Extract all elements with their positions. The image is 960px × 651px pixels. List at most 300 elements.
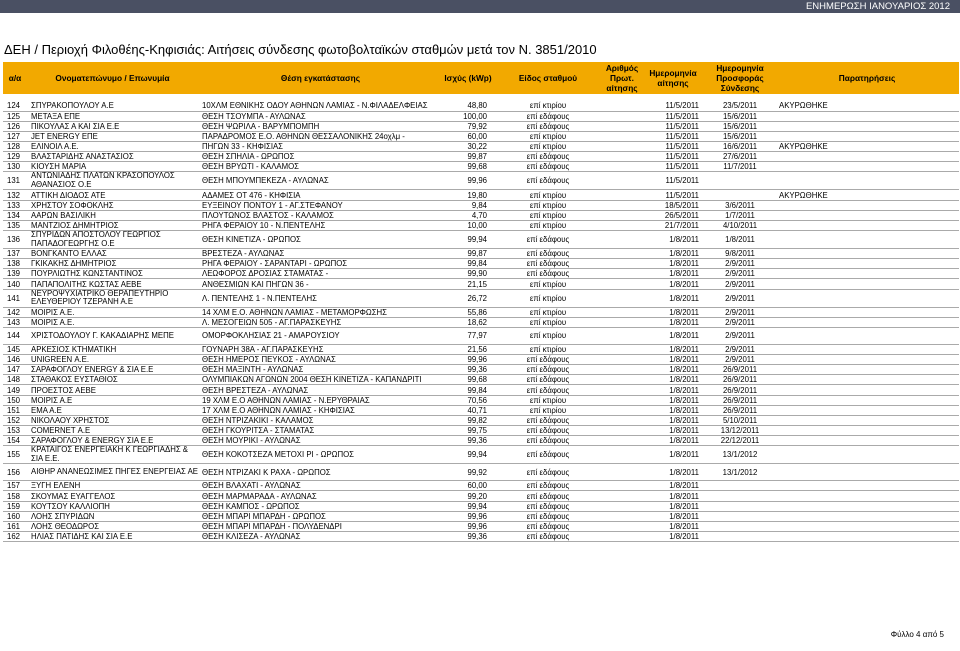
offer-date: 26/9/2011 <box>705 395 775 405</box>
station-type: επί κτιρίου <box>493 395 603 405</box>
table-row <box>3 269 959 279</box>
application-date: 1/8/2011 <box>641 481 705 491</box>
table-row <box>3 152 959 162</box>
application-date: 11/5/2011 <box>641 162 705 172</box>
column-header: α/α <box>3 62 27 94</box>
installation-site: ΘΕΣΗ ΜΑΡΜΑΡΑΔΑ - ΑΥΛΩΝΑΣ <box>198 491 443 501</box>
installation-site: 17 ΧΛΜ Ε.Ο ΑΘΗΝΩΝ ΛΑΜΙΑΣ - ΚΗΦΙΣΙΑΣ <box>198 405 443 415</box>
installation-site: ΟΛΥΜΠΙΑΚΩΝ ΑΓΩΝΩΝ 2004 ΘΕΣΗ ΚΙΝΕΤΙΖΑ - ΚΑΠΑΝΔΡΙΤΙ <box>198 375 443 385</box>
page-number: Φύλλο 4 από 5 <box>890 630 944 639</box>
capacity-kwp: 10,00 <box>443 220 493 230</box>
row-number: 148 <box>3 375 27 385</box>
offer-date: 2/9/2011 <box>705 279 775 289</box>
station-type: επί εδάφους <box>493 464 603 481</box>
applicant-name: ΑΝΤΩΝΙΑΔΗΣ ΠΛΑΤΩΝ ΚΡΑΣΟΠΟΥΛΟΣ ΑΘΑΝΑΣΙΟΣ Ο.Ε <box>27 172 198 190</box>
row-number: 151 <box>3 405 27 415</box>
protocol-number <box>603 172 641 190</box>
capacity-kwp: 99,96 <box>443 521 493 531</box>
applicant-name: ΣΑΡΑΦΟΓΛΟΥ & ENERGY ΣΙΑ Ε.Ε <box>27 436 198 446</box>
installation-site: ΠΛΟΥΤΩΝΟΣ ΒΛΑΣΤΟΣ - ΚΑΛΑΜΟΣ <box>198 210 443 220</box>
remarks <box>775 385 959 395</box>
remarks <box>775 436 959 446</box>
application-date: 1/8/2011 <box>641 259 705 269</box>
applicant-name: ΣΤΑΘΑΚΟΣ ΕΥΣΤΑΘΙΟΣ <box>27 375 198 385</box>
table-row <box>3 317 959 327</box>
offer-date: 2/9/2011 <box>705 355 775 365</box>
row-number: 131 <box>3 172 27 190</box>
row-number: 138 <box>3 259 27 269</box>
protocol-number <box>603 501 641 511</box>
capacity-kwp: 79,92 <box>443 121 493 131</box>
column-header: Ονοματεπώνυμο / Επωνυμία <box>27 62 198 94</box>
application-date: 1/8/2011 <box>641 501 705 511</box>
installation-site: ΘΕΣΗ ΝΤΡΙΖΑΚΙΚΙ - ΚΑΛΑΜΟΣ <box>198 415 443 425</box>
application-date: 1/8/2011 <box>641 511 705 521</box>
application-date: 11/5/2011 <box>641 142 705 152</box>
remarks <box>775 210 959 220</box>
applicant-name: ΧΡΗΣΤΟΥ ΣΟΦΟΚΛΗΣ <box>27 200 198 210</box>
row-number: 144 <box>3 327 27 344</box>
offer-date: 13/12/2011 <box>705 426 775 436</box>
offer-date <box>705 491 775 501</box>
installation-site: ΘΕΣΗ ΚΑΜΠΟΣ - ΩΡΩΠΟΣ <box>198 501 443 511</box>
installation-site: ΘΕΣΗ ΚΙΝΕΤΙΖΑ - ΩΡΩΠΟΣ <box>198 231 443 249</box>
protocol-number <box>603 491 641 501</box>
offer-date: 23/5/2011 <box>705 101 775 111</box>
station-type: επί εδάφους <box>493 365 603 375</box>
applicant-name: ΜΟΙΡΙΣ Α.Ε. <box>27 307 198 317</box>
applicant-name: ΒΛΑΣΤΑΡΙΔΗΣ ΑΝΑΣΤΑΣΙΟΣ <box>27 152 198 162</box>
station-type: επί εδάφους <box>493 491 603 501</box>
column-header: Θέση εγκατάστασης <box>198 62 443 94</box>
offer-date: 2/9/2011 <box>705 259 775 269</box>
application-date: 1/8/2011 <box>641 415 705 425</box>
capacity-kwp: 60,00 <box>443 131 493 141</box>
table-row <box>3 365 959 375</box>
applicant-name: ΣΚΟΥΜΑΣ ΕΥΑΓΓΕΛΟΣ <box>27 491 198 501</box>
installation-site: ΒΡΕΣΤΕΖΑ - ΑΥΛΩΝΑΣ <box>198 249 443 259</box>
application-date: 1/8/2011 <box>641 446 705 464</box>
row-number: 137 <box>3 249 27 259</box>
capacity-kwp: 99,68 <box>443 162 493 172</box>
row-number: 127 <box>3 131 27 141</box>
table-row <box>3 426 959 436</box>
installation-site: ΘΕΣΗ ΜΟΥΡΙΚΙ - ΑΥΛΩΝΑΣ <box>198 436 443 446</box>
station-type: επί εδάφους <box>493 436 603 446</box>
station-type: επί κτιρίου <box>493 344 603 354</box>
protocol-number <box>603 405 641 415</box>
protocol-number <box>603 142 641 152</box>
remarks <box>775 355 959 365</box>
remarks <box>775 317 959 327</box>
installation-site: ΘΕΣΗ ΝΤΡΙΖΑΚΙ Κ ΡΑΧΑ - ΩΡΩΠΟΣ <box>198 464 443 481</box>
offer-date: 2/9/2011 <box>705 289 775 307</box>
remarks <box>775 395 959 405</box>
station-type: επί εδάφους <box>493 231 603 249</box>
capacity-kwp: 26,72 <box>443 289 493 307</box>
application-date: 1/8/2011 <box>641 375 705 385</box>
applicant-name: JET ENERGY ΕΠΕ <box>27 131 198 141</box>
column-header: Παρατηρήσεις <box>775 62 959 94</box>
station-type: επί κτιρίου <box>493 200 603 210</box>
remarks <box>775 375 959 385</box>
station-type: επί εδάφους <box>493 269 603 279</box>
page-title: ΔΕΗ / Περιοχή Φιλοθέης-Κηφισιάς: Αιτήσεις σύνδεσης φωτοβολταϊκών σταθμών μετά τον Ν. 3851/2010 <box>4 42 597 57</box>
offer-date: 15/6/2011 <box>705 131 775 141</box>
capacity-kwp: 99,87 <box>443 249 493 259</box>
capacity-kwp: 99,87 <box>443 152 493 162</box>
remarks <box>775 121 959 131</box>
application-date: 1/8/2011 <box>641 426 705 436</box>
protocol-number <box>603 481 641 491</box>
row-number: 150 <box>3 395 27 405</box>
table-row <box>3 101 959 111</box>
station-type: επί κτιρίου <box>493 131 603 141</box>
applicant-name: ΞΥΓΗ ΕΛΕΝΗ <box>27 481 198 491</box>
application-date: 1/8/2011 <box>641 405 705 415</box>
installation-site: ΟΜΟΡΦΟΚΛΗΣΙΑΣ 21 - ΑΜΑΡΟΥΣΙΟΥ <box>198 327 443 344</box>
table-row <box>3 259 959 269</box>
table-row <box>3 111 959 121</box>
application-date: 21/7/2011 <box>641 220 705 230</box>
row-number: 155 <box>3 446 27 464</box>
installation-site: ΑΝΘΕΣΜΙΩΝ ΚΑΙ ΠΗΓΩΝ 36 - <box>198 279 443 289</box>
table-row <box>3 231 959 249</box>
table-row <box>3 131 959 141</box>
capacity-kwp: 99,68 <box>443 375 493 385</box>
protocol-number <box>603 111 641 121</box>
application-date: 1/8/2011 <box>641 249 705 259</box>
remarks <box>775 249 959 259</box>
applicant-name: ΜΟΙΡΙΣ Α.Ε. <box>27 317 198 327</box>
applicant-name: ΜΑΝΤΖΙΟΣ ΔΗΜΗΤΡΙΟΣ <box>27 220 198 230</box>
station-type: επί κτιρίου <box>493 317 603 327</box>
applicant-name: ΑΡΚΕΣΙΟΣ ΚΤΗΜΑΤΙΚΗ <box>27 344 198 354</box>
row-number: 125 <box>3 111 27 121</box>
application-date: 26/5/2011 <box>641 210 705 220</box>
applicant-name: ΝΙΚΟΛΑΟΥ ΧΡΗΣΤΟΣ <box>27 415 198 425</box>
applicant-name: ΠΟΥΡΛΙΩΤΗΣ ΚΩΝΣΤΑΝΤΙΝΟΣ <box>27 269 198 279</box>
applicant-name: ΜΟΙΡΙΣ Α.Ε <box>27 395 198 405</box>
capacity-kwp: 21,15 <box>443 279 493 289</box>
protocol-number <box>603 269 641 279</box>
row-number: 156 <box>3 464 27 481</box>
row-number: 141 <box>3 289 27 307</box>
installation-site: ΓΟΥΝΑΡΗ 38Α - ΑΓ.ΠΑΡΑΣΚΕΥΗΣ <box>198 344 443 354</box>
remarks <box>775 307 959 317</box>
installation-site: ΡΗΓΑ ΦΕΡΑΙΟΥ - ΣΑΡΑΝΤΑΡΙ - ΩΡΩΠΟΣ <box>198 259 443 269</box>
table-header-row <box>3 62 959 94</box>
capacity-kwp: 99,94 <box>443 231 493 249</box>
capacity-kwp: 99,82 <box>443 415 493 425</box>
application-date: 1/8/2011 <box>641 521 705 531</box>
installation-site: ΘΕΣΗ ΤΣΟΥΜΠΑ - ΑΥΛΩΝΑΣ <box>198 111 443 121</box>
remarks <box>775 259 959 269</box>
protocol-number <box>603 446 641 464</box>
applicant-name: ΝΕΥΡΟΨΥΧΙΑΤΡΙΚΟ ΘΕΡΑΠΕΥΤΗΡΙΟ ΕΛΕΥΘΕΡΙΟΥ ΤΖΕΡΑΝΗ Α.Ε <box>27 289 198 307</box>
application-date: 1/8/2011 <box>641 491 705 501</box>
capacity-kwp: 48,80 <box>443 101 493 111</box>
table-row <box>3 210 959 220</box>
table-row <box>3 375 959 385</box>
protocol-number <box>603 385 641 395</box>
offer-date: 26/9/2011 <box>705 405 775 415</box>
installation-site: ΘΕΣΗ ΜΠΑΡΙ ΜΠΑΡΔΗ - ΩΡΩΠΟΣ <box>198 511 443 521</box>
station-type: επί κτιρίου <box>493 327 603 344</box>
offer-date: 15/6/2011 <box>705 121 775 131</box>
applicant-name: ΠΑΠΑΠΟΛΙΤΗΣ ΚΩΣΤΑΣ ΑΕΒΕ <box>27 279 198 289</box>
installation-site: ΛΕΩΦΟΡΟΣ ΔΡΟΣΙΑΣ ΣΤΑΜΑΤΑΣ - <box>198 269 443 279</box>
protocol-number <box>603 259 641 269</box>
applicant-name: ΠΙΚΟΥΛΑΣ Α ΚΑΙ ΣΙΑ Ε.Ε <box>27 121 198 131</box>
offer-date: 13/1/2012 <box>705 446 775 464</box>
protocol-number <box>603 395 641 405</box>
applicant-name: ΚΡΑΤΑΙΓΟΣ ΕΝΕΡΓΕΙΑΚΗ Κ ΓΕΩΡΓΙΑΔΗΣ & ΣΙΑ Ε.Ε. <box>27 446 198 464</box>
protocol-number <box>603 121 641 131</box>
installation-site: Λ. ΠΕΝΤΕΛΗΣ 1 - Ν.ΠΕΝΤΕΛΗΣ <box>198 289 443 307</box>
remarks <box>775 481 959 491</box>
row-number: 147 <box>3 365 27 375</box>
capacity-kwp: 19,80 <box>443 190 493 200</box>
capacity-kwp: 4,70 <box>443 210 493 220</box>
installation-site: ΑΔΑΜΕΣ ΟΤ 476 - ΚΗΦΙΣΙΑ <box>198 190 443 200</box>
application-date: 11/5/2011 <box>641 131 705 141</box>
applicant-name: ΣΑΡΑΦΟΓΛΟΥ ENERGY & ΣΙΑ Ε.Ε <box>27 365 198 375</box>
offer-date <box>705 190 775 200</box>
offer-date: 27/6/2011 <box>705 152 775 162</box>
row-number: 124 <box>3 101 27 111</box>
protocol-number <box>603 327 641 344</box>
remarks <box>775 532 959 542</box>
protocol-number <box>603 279 641 289</box>
table-row <box>3 307 959 317</box>
protocol-number <box>603 375 641 385</box>
application-date: 11/5/2011 <box>641 111 705 121</box>
offer-date <box>705 532 775 542</box>
table-row <box>3 511 959 521</box>
remarks <box>775 200 959 210</box>
row-number: 157 <box>3 481 27 491</box>
offer-date: 13/1/2012 <box>705 464 775 481</box>
capacity-kwp: 99,96 <box>443 172 493 190</box>
capacity-kwp: 99,36 <box>443 365 493 375</box>
offer-date: 9/8/2011 <box>705 249 775 259</box>
table-row <box>3 289 959 307</box>
application-date: 1/8/2011 <box>641 231 705 249</box>
offer-date <box>705 172 775 190</box>
row-number: 132 <box>3 190 27 200</box>
application-date: 11/5/2011 <box>641 172 705 190</box>
offer-date: 5/10/2011 <box>705 415 775 425</box>
station-type: επί εδάφους <box>493 249 603 259</box>
station-type: επί εδάφους <box>493 511 603 521</box>
station-type: επί εδάφους <box>493 426 603 436</box>
row-number: 126 <box>3 121 27 131</box>
protocol-number <box>603 289 641 307</box>
applicant-name: ΗΛΙΑΣ ΠΑΤΙΔΗΣ ΚΑΙ ΣΙΑ Ε.Ε <box>27 532 198 542</box>
station-type: επί κτιρίου <box>493 142 603 152</box>
installation-site: ΡΗΓΑ ΦΕΡΑΙΟΥ 10 - Ν.ΠΕΝΤΕΛΗΣ <box>198 220 443 230</box>
protocol-number <box>603 307 641 317</box>
protocol-number <box>603 249 641 259</box>
protocol-number <box>603 231 641 249</box>
table-row <box>3 481 959 491</box>
application-date: 11/5/2011 <box>641 152 705 162</box>
table-row <box>3 344 959 354</box>
row-number: 146 <box>3 355 27 365</box>
offer-date: 22/12/2011 <box>705 436 775 446</box>
capacity-kwp: 55,86 <box>443 307 493 317</box>
row-number: 149 <box>3 385 27 395</box>
offer-date <box>705 511 775 521</box>
station-type: επί κτιρίου <box>493 289 603 307</box>
installation-site: ΘΕΣΗ ΗΜΕΡΟΣ ΠΕΥΚΟΣ - ΑΥΛΩΝΑΣ <box>198 355 443 365</box>
capacity-kwp: 99,94 <box>443 446 493 464</box>
table-row <box>3 405 959 415</box>
table-row <box>3 436 959 446</box>
capacity-kwp: 99,36 <box>443 532 493 542</box>
offer-date: 2/9/2011 <box>705 307 775 317</box>
applicant-name: ΒΟΝΓΚΑΝΤΟ ΕΛΛΑΣ <box>27 249 198 259</box>
applicant-name: ΣΠΥΡΑΚΟΠΟΥΛΟΥ Α.Ε <box>27 101 198 111</box>
capacity-kwp: 70,56 <box>443 395 493 405</box>
application-date: 1/8/2011 <box>641 307 705 317</box>
installation-site: ΘΕΣΗ ΚΟΚΟΤΣΕΖΑ ΜΕΤΟΧΙ ΡΙ - ΩΡΩΠΟΣ <box>198 446 443 464</box>
remarks <box>775 162 959 172</box>
row-number: 153 <box>3 426 27 436</box>
application-date: 11/5/2011 <box>641 121 705 131</box>
capacity-kwp: 100,00 <box>443 111 493 121</box>
capacity-kwp: 99,20 <box>443 491 493 501</box>
row-number: 136 <box>3 231 27 249</box>
capacity-kwp: 9,84 <box>443 200 493 210</box>
station-type: επί εδάφους <box>493 111 603 121</box>
installation-site: ΘΕΣΗ ΣΠΗΛΙΑ - ΩΡΩΠΟΣ <box>198 152 443 162</box>
station-type: επί κτιρίου <box>493 101 603 111</box>
protocol-number <box>603 532 641 542</box>
application-date: 1/8/2011 <box>641 317 705 327</box>
remarks: ΑΚΥΡΩΘΗΚΕ <box>775 190 959 200</box>
row-number: 162 <box>3 532 27 542</box>
table-row <box>3 446 959 464</box>
remarks <box>775 446 959 464</box>
remarks <box>775 220 959 230</box>
application-date: 11/5/2011 <box>641 101 705 111</box>
installation-site: 19 ΧΛΜ Ε.Ο ΑΘΗΝΩΝ ΛΑΜΙΑΣ - Ν.ΕΡΥΘΡΑΙΑΣ <box>198 395 443 405</box>
remarks <box>775 289 959 307</box>
offer-date: 2/9/2011 <box>705 317 775 327</box>
remarks <box>775 511 959 521</box>
capacity-kwp: 99,84 <box>443 259 493 269</box>
capacity-kwp: 21,56 <box>443 344 493 354</box>
applicant-name: ΛΟΗΣ ΘΕΟΔΩΡΟΣ <box>27 521 198 531</box>
table-row <box>3 532 959 542</box>
application-date: 1/8/2011 <box>641 279 705 289</box>
offer-date <box>705 481 775 491</box>
installation-site: ΘΕΣΗ ΜΠΑΡΙ ΜΠΑΡΔΗ - ΠΟΛΥΔΕΝΔΡΙ <box>198 521 443 531</box>
offer-date <box>705 501 775 511</box>
protocol-number <box>603 131 641 141</box>
table-row <box>3 190 959 200</box>
applicant-name: ΛΟΗΣ ΣΠΥΡΙΔΩΝ <box>27 511 198 521</box>
row-number: 154 <box>3 436 27 446</box>
station-type: επί εδάφους <box>493 521 603 531</box>
applicant-name: ΑΑΡΩΝ ΒΑΣΙΛΙΚΗ <box>27 210 198 220</box>
station-type: επί εδάφους <box>493 385 603 395</box>
table-row <box>3 491 959 501</box>
installation-site: ΕΥΞΕΙΝΟΥ ΠΟΝΤΟΥ 1 - ΑΓ.ΣΤΕΦΑΝΟΥ <box>198 200 443 210</box>
installation-site: ΘΕΣΗ ΒΡΕΣΤΕΖΑ - ΑΥΛΩΝΑΣ <box>198 385 443 395</box>
protocol-number <box>603 436 641 446</box>
applicant-name: ΑΤΤΙΚΗ ΔΙΟΔΟΣ ΑΤΕ <box>27 190 198 200</box>
offer-date: 2/9/2011 <box>705 269 775 279</box>
applicant-name: ΑΙΘΗΡ ΑΝΑΝΕΩΣΙΜΕΣ ΠΗΓΕΣ ΕΝΕΡΓΕΙΑΣ ΑΕ <box>27 464 198 481</box>
application-date: 18/5/2011 <box>641 200 705 210</box>
row-number: 142 <box>3 307 27 317</box>
column-header: Ημερομηνία Προσφοράς Σύνδεσης <box>705 62 775 94</box>
station-type: επί εδάφους <box>493 415 603 425</box>
offer-date: 4/10/2011 <box>705 220 775 230</box>
remarks <box>775 344 959 354</box>
applicant-name: ΕΜΑ Α.Ε <box>27 405 198 415</box>
capacity-kwp: 99,36 <box>443 436 493 446</box>
application-date: 11/5/2011 <box>641 190 705 200</box>
remarks <box>775 426 959 436</box>
column-header: Ημερομηνία αίτησης <box>641 62 705 94</box>
table-row <box>3 415 959 425</box>
capacity-kwp: 60,00 <box>443 481 493 491</box>
offer-date: 2/9/2011 <box>705 327 775 344</box>
station-type: επί εδάφους <box>493 532 603 542</box>
installation-site: ΠΗΓΩΝ 33 - ΚΗΦΙΣΙΑΣ <box>198 142 443 152</box>
row-number: 139 <box>3 269 27 279</box>
station-type: επί κτιρίου <box>493 307 603 317</box>
column-header: Αριθμός Πρωτ. αίτησης <box>603 62 641 94</box>
table-row <box>3 249 959 259</box>
station-type: επί κτιρίου <box>493 405 603 415</box>
protocol-number <box>603 210 641 220</box>
offer-date: 3/6/2011 <box>705 200 775 210</box>
installation-site: Λ. ΜΕΣΟΓΕΙΩΝ 505 - ΑΓ.ΠΑΡΑΣΚΕΥΗΣ <box>198 317 443 327</box>
capacity-kwp: 99,96 <box>443 511 493 521</box>
offer-date: 26/9/2011 <box>705 365 775 375</box>
protocol-number <box>603 190 641 200</box>
application-date: 1/8/2011 <box>641 532 705 542</box>
offer-date: 1/8/2011 <box>705 231 775 249</box>
remarks <box>775 491 959 501</box>
protocol-number <box>603 152 641 162</box>
applicant-name: ΧΡΙΣΤΟΔΟΥΛΟΥ Γ. ΚΑΚΑΔΙΑΡΗΣ ΜΕΠΕ <box>27 327 198 344</box>
installation-site: 10ΧΛΜ ΕΘΝΙΚΗΣ ΟΔΟΥ ΑΘΗΝΩΝ ΛΑΜΙΑΣ - Ν.ΦΙΛΑΔΕΛΦΕΙΑΣ <box>198 101 443 111</box>
remarks <box>775 501 959 511</box>
applications-table <box>3 62 959 542</box>
row-number: 129 <box>3 152 27 162</box>
station-type: επί εδάφους <box>493 446 603 464</box>
application-date: 1/8/2011 <box>641 395 705 405</box>
application-date: 1/8/2011 <box>641 269 705 279</box>
application-date: 1/8/2011 <box>641 385 705 395</box>
installation-site: ΘΕΣΗ ΚΛΙΣΕΖΑ - ΑΥΛΩΝΑΣ <box>198 532 443 542</box>
row-number: 159 <box>3 501 27 511</box>
remarks <box>775 111 959 121</box>
applicant-name: ΚΟΥΤΣΟΥ ΚΑΛΛΙΟΠΗ <box>27 501 198 511</box>
offer-date: 15/6/2011 <box>705 111 775 121</box>
installation-site: ΘΕΣΗ ΒΛΑΧΑΤΙ - ΑΥΛΩΝΑΣ <box>198 481 443 491</box>
protocol-number <box>603 511 641 521</box>
remarks <box>775 172 959 190</box>
remarks <box>775 279 959 289</box>
capacity-kwp: 99,90 <box>443 269 493 279</box>
